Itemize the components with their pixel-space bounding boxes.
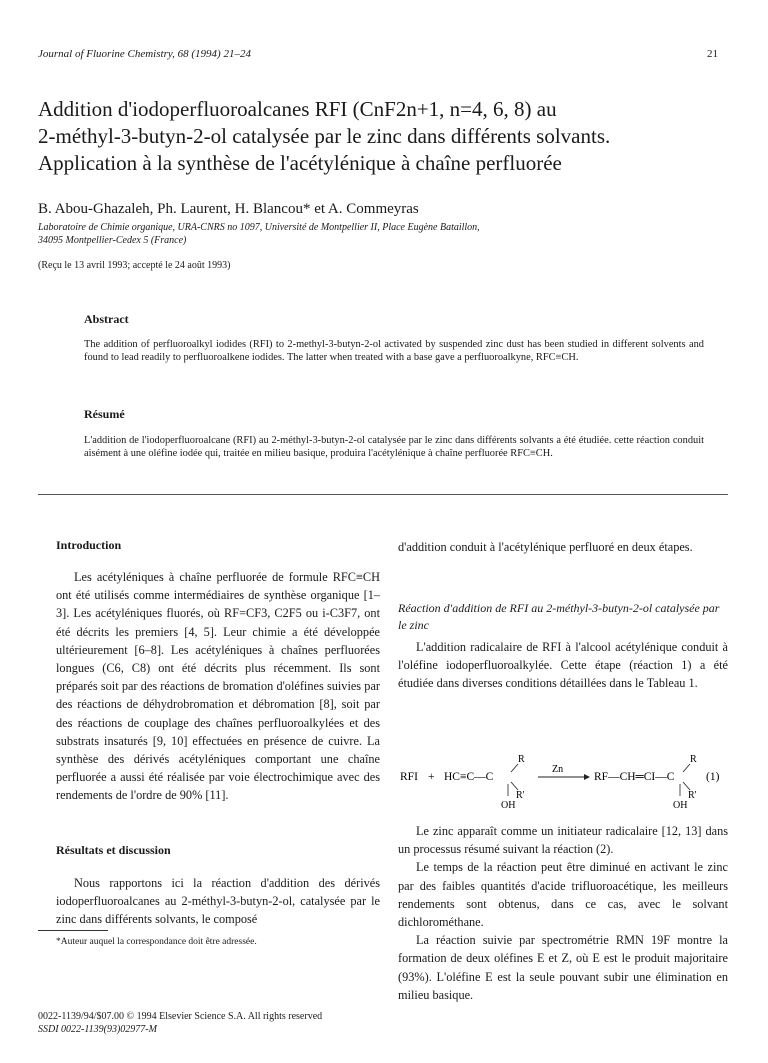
abstract-text: The addition of perfluoroalkyl iodides (RFI) to 2-methyl-3-butyn-2-ol activated by suspended zinc dust has been studied in different solvents and found to lead readily to perfluoroalkene iodides. The latter when treated with a base gave a perfluoroalkyne, RFC≡CH. [84,339,704,363]
reaction-equation-1 [398,746,728,816]
hydroxyl-2: OH [673,800,688,811]
results-text [56,874,380,929]
article-title [38,96,738,177]
title-line-1: Addition d'iodoperfluoroalcanes RFI (CnF2n+1, n=4, 6, 8) au [38,97,557,121]
bond-line [511,764,518,772]
resume-heading: Résumé [84,407,125,421]
substituent-r-2: R [690,754,697,765]
substituent-r-1: R [518,754,525,765]
affiliation [38,221,728,247]
results-paragraph: Nous rapportons ici la réaction d'addition des dérivés iodoperfluoroalcanes au 2-méthyl-3-butyn-2-ol, catalysée par le zinc dans différents solvants, le composé [56,876,380,927]
paragraph-1: L'addition radicalaire de RFI à l'alcool acétylénique conduit à l'oléfine iodoperfluoroalkylée. Cette étape (réaction 1) a été étudiée dans diverses conditions détaillées dans le Tableau 1. [398,640,728,691]
footnote: *Auteur auquel la correspondance doit être adressée. [56,937,257,947]
hydroxyl-1: OH [501,800,516,811]
product: RF—CH═CI—C [594,771,675,783]
substituent-rp-2: R' [688,790,697,801]
continued-text [398,538,728,556]
paragraph-2: Le zinc apparaît comme un initiateur radicalaire [12, 13] dans un processus résumé suivant la réaction (2). [398,824,728,857]
abstract-heading: Abstract [84,312,129,326]
journal-citation: Journal of Fluorine Chemistry, 68 (1994) 21–24 [38,48,251,60]
reactant-rfi: RFI [400,771,418,783]
received-dates: (Reçu le 13 avril 1993; accepté le 24 août 1993) [38,260,231,271]
bond-line [683,764,690,772]
affiliation-line-1: Laboratoire de Chimie organique, URA-CNRS no 1097, Université de Montpellier II, Place Eugène Bataillon, [38,222,480,233]
author-list: B. Abou-Ghazaleh, Ph. Laurent, H. Blancou* et A. Commeyras [38,201,419,217]
bond-line [683,782,690,790]
plus-sign: + [428,771,435,783]
footnote-rule [38,930,108,931]
catalyst-zn: Zn [552,764,564,775]
bond-line [511,782,518,790]
introduction-paragraph: Les acétyléniques à chaîne perfluorée de formule RFC≡CH ont été utilisés comme intermédiaires de synthèse organique [1–3]. Les acétyléniques fluorés, où RF=CF3, C2F5 ou i-C3F7, ont été décrits les premiers [4, 5]. Leur chimie a été développée ultérieurement [6–8]. Les acétyléniques à chaînes perfluorées longues (C6, C8) ont été décrits plus récemment. Ils sont préparés soit par des réactions de bromation d'oléfines suivies par des réactions de déhydrobromation et débromation [8], soit par des réactions de couplage des chaînes perfluoroalkylées et des substrats insaturés [9, 10] effectuées en présence de cuivre. La synthèse des dérivés acétyléniques comportant une chaîne perfluorée a aussi été réalisée par voie électrochimique avec des rendements de l'ordre de 90% [11]. [56,570,380,803]
copyright-line: 0022-1139/94/$07.00 © 1994 Elsevier Science S.A. All rights reserved [38,1011,323,1022]
subsection-heading: Réaction d'addition de RFI au 2-méthyl-3-butyn-2-ol catalysée par le zinc [398,601,720,632]
section-divider [38,494,728,495]
title-line-3: Application à la synthèse de l'acétylénique à chaîne perfluorée [38,151,562,175]
arrow-head [584,774,590,780]
equation-number: (1) [706,771,720,783]
introduction-heading: Introduction [56,538,122,552]
resume-text: L'addition de l'iodoperfluoroalcane (RFI) au 2-méthyl-3-butyn-2-ol catalysée par le zinc dans différents solvants a été étudiée. cette réaction conduit aisément à une oléfine iodée qui, traitée en milieu basique, produira l'acétylénique à chaîne perfluorée RFC≡CH. [84,435,704,459]
page-number: 21 [707,48,718,60]
introduction-text [56,568,380,805]
paragraph-4: La réaction suivie par spectrométrie RMN 19F montre la formation de deux oléfines E et Z, où E est le produit majoritaire (93%). L'oléfine E est la seule pouvant subir une élimination en milieu basique. [398,933,728,1002]
reactant-alkynol: HC≡C—C [444,771,494,783]
paragraph-3: Le temps de la réaction peut être diminué en activant le zinc par des faibles quantités d'acide trifluoroacétique, les meilleurs rendements sont obtenus, dans ce cas, avec le solvant dichlorométhane. [398,860,728,930]
substituent-rp-1: R' [516,790,525,801]
reaction-paragraph-1 [398,638,728,693]
results-heading: Résultats et discussion [56,843,171,857]
continued-paragraph: d'addition conduit à l'acétylénique perfluoré en deux étapes. [398,540,693,554]
reaction-paragraphs [398,822,728,1004]
ssdi-line: SSDI 0022-1139(93)02977-M [38,1024,157,1035]
equation-graphic [398,746,728,816]
title-line-2: 2-méthyl-3-butyn-2-ol catalysée par le zinc dans différents solvants. [38,124,611,148]
affiliation-line-2: 34095 Montpellier-Cedex 5 (France) [38,235,187,246]
copyright-block [38,1010,322,1036]
